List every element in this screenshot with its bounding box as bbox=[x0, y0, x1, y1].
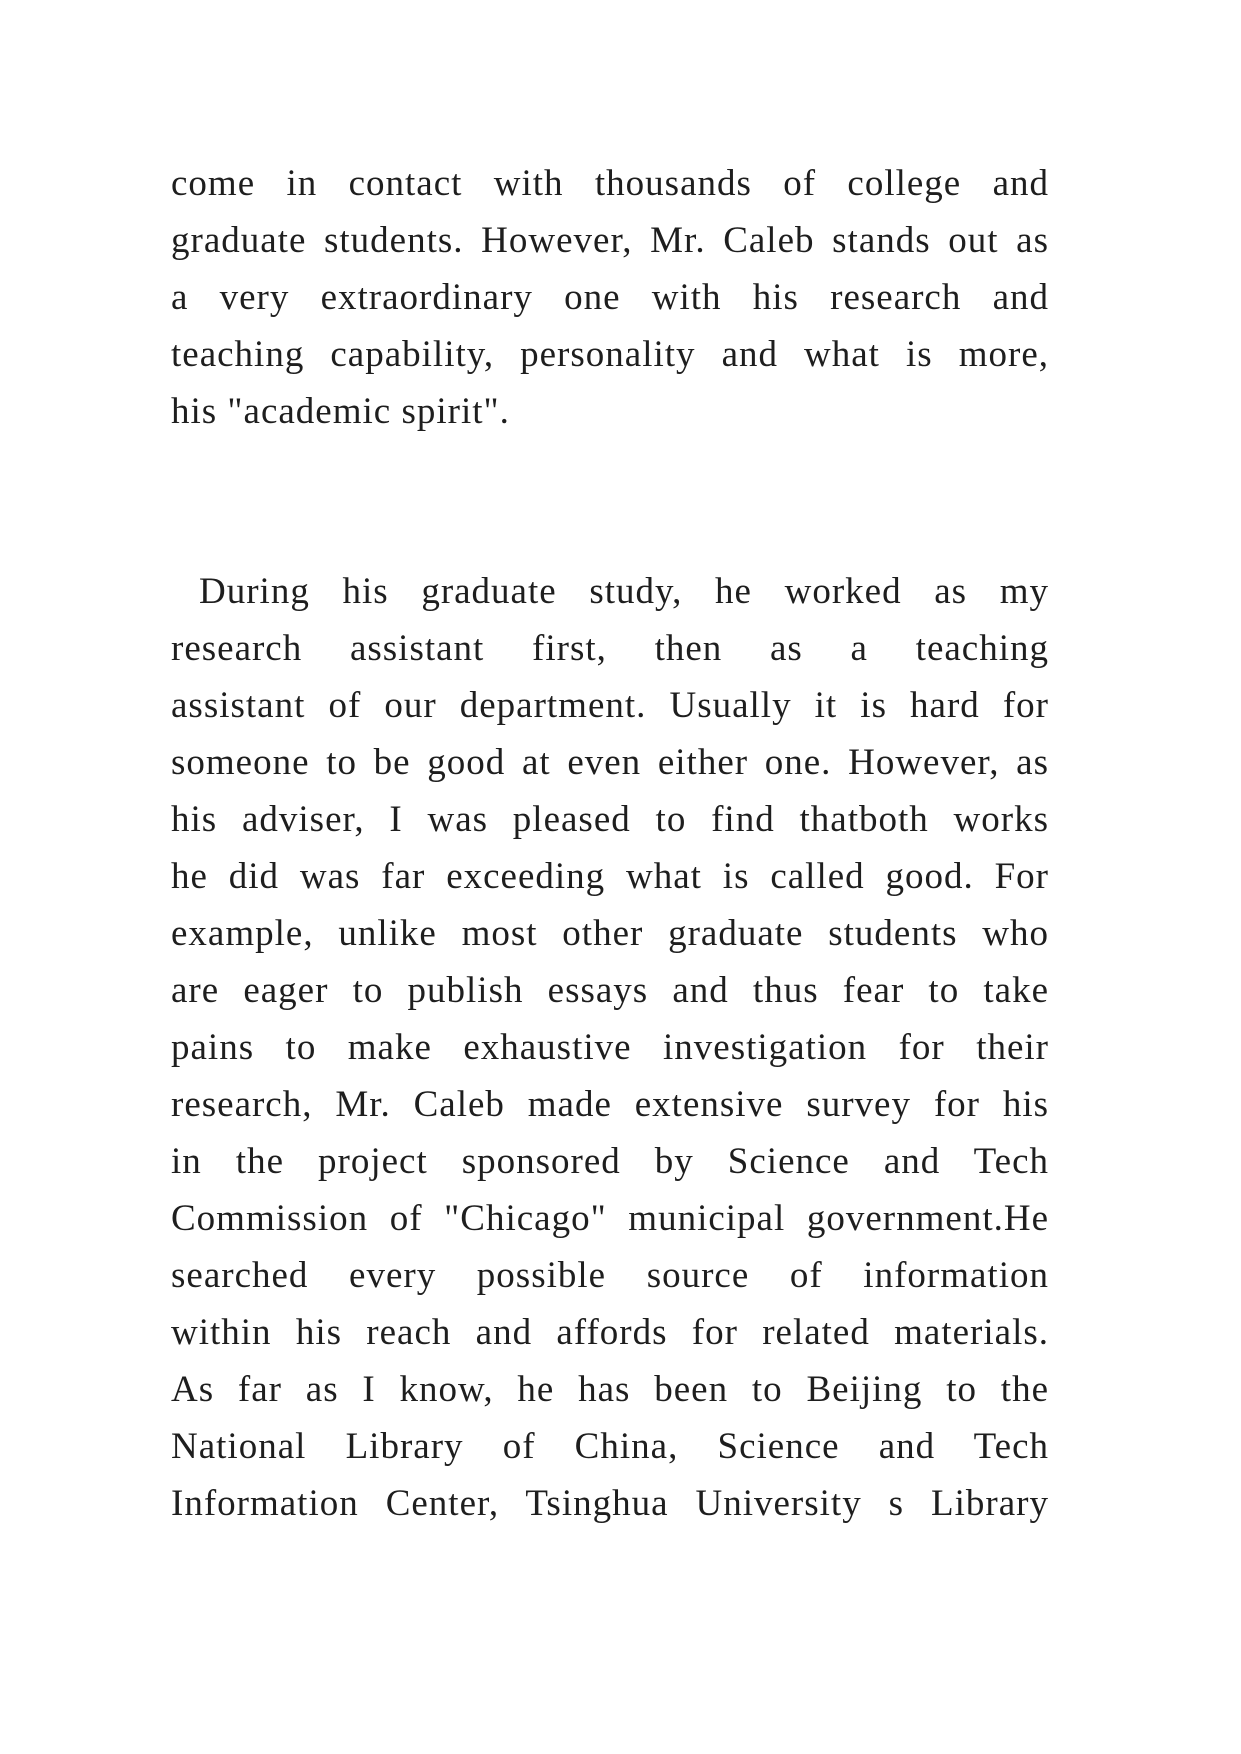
text-line: pains to make exhaustive investigation for their bbox=[171, 1027, 1049, 1068]
text-line: research assistant first, then as a teaching bbox=[171, 628, 1049, 669]
text-line: research, Mr. Caleb made extensive survey for his bbox=[171, 1084, 1049, 1125]
text-line: his "academic spirit". bbox=[171, 391, 510, 432]
text-line: As far as I know, he has been to Beijing to the bbox=[171, 1369, 1049, 1410]
text-line: Commission of "Chicago" municipal government.He bbox=[171, 1198, 1049, 1239]
text-line: he did was far exceeding what is called good. For bbox=[171, 856, 1049, 897]
text-line: are eager to publish essays and thus fear to take bbox=[171, 970, 1049, 1011]
text-line: a very extraordinary one with his research and bbox=[171, 277, 1049, 318]
text-line: During his graduate study, he worked as my bbox=[199, 571, 1049, 612]
text-line: assistant of our department. Usually it is hard for bbox=[171, 685, 1049, 726]
paragraph bbox=[171, 155, 1049, 440]
text-line: in the project sponsored by Science and Tech bbox=[171, 1141, 1049, 1182]
text-line: Information Center, Tsinghua University s Library bbox=[171, 1483, 1049, 1524]
text-line: searched every possible source of information bbox=[171, 1255, 1049, 1296]
text-line: teaching capability, personality and what is more, bbox=[171, 334, 1049, 375]
text-line: within his reach and affords for related materials. bbox=[171, 1312, 1049, 1353]
text-line: his adviser, I was pleased to find thatboth works bbox=[171, 799, 1049, 840]
text-line: come in contact with thousands of college and bbox=[171, 163, 1049, 204]
text-line: someone to be good at even either one. However, as bbox=[171, 742, 1049, 783]
paragraph bbox=[171, 563, 1049, 1532]
text-line: graduate students. However, Mr. Caleb stands out as bbox=[171, 220, 1049, 261]
document-body bbox=[171, 155, 1049, 1532]
text-line: National Library of China, Science and Tech bbox=[171, 1426, 1049, 1467]
text-line: example, unlike most other graduate students who bbox=[171, 913, 1049, 954]
